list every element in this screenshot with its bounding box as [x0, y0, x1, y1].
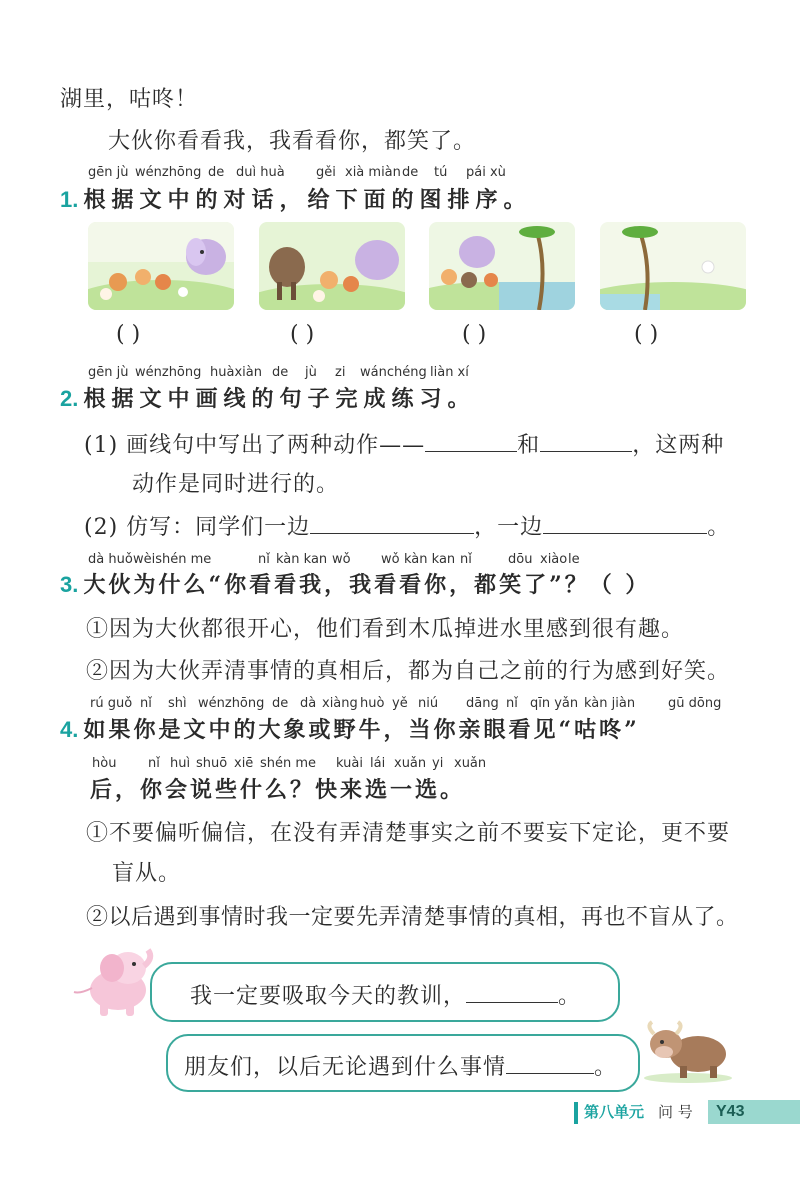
q4-pinyin-12: qīn yǎn: [530, 696, 579, 711]
q4-pinyin2-7: lái: [370, 756, 386, 771]
q2-pinyin-7: liàn xí: [430, 365, 469, 380]
q2-sub1-and: 和: [517, 433, 541, 458]
q1-pinyin-8: pái xù: [466, 165, 506, 180]
q2-sub2-end: 。: [707, 515, 731, 540]
q3-pinyin-9: xiào: [540, 552, 568, 567]
q2-sub2-text-b: ，一边: [474, 515, 544, 540]
bubble-2-end: 。: [594, 1055, 618, 1080]
q2-blank-imitate-1[interactable]: [310, 513, 474, 534]
q1-pinyin-4: gěi: [316, 165, 336, 180]
order-answer-4[interactable]: ( ): [634, 322, 659, 347]
bubble-1-line: [190, 979, 581, 1010]
q1-title: 根据文中的对话，给下面的图排序。: [83, 187, 532, 213]
q3-pinyin-8: dōu: [508, 552, 533, 567]
q2-pinyin-1: wénzhōng: [135, 365, 202, 380]
order-answer-3[interactable]: ( ): [462, 322, 487, 347]
question-4: [60, 713, 640, 744]
footer-lesson-title: 问 号: [658, 1103, 693, 1121]
q4-pinyin2-4: xiē: [234, 756, 254, 771]
q4-pinyin-11: nǐ: [506, 696, 518, 711]
q3-pinyin-1: wèishén me: [133, 552, 212, 567]
q4-pinyin-14: gū dōng: [668, 696, 722, 711]
bubble-2-blank[interactable]: [506, 1053, 594, 1074]
q4-pinyin2-1: nǐ: [148, 756, 160, 771]
q4-pinyin-8: yě: [392, 696, 408, 711]
elephant-illustration: [66, 944, 158, 1018]
story-line-2: 大伙你看看我，我看看你，都笑了。: [108, 129, 477, 154]
q3-pinyin-10: le: [568, 552, 580, 567]
q1-number: 1.: [60, 187, 79, 212]
buffalo-illustration: [640, 1018, 736, 1084]
footer-accent-bar: [574, 1102, 578, 1124]
order-answer-1[interactable]: ( ): [116, 322, 141, 347]
story-line-1: 湖里，咕咚！: [60, 87, 199, 112]
q4-pinyin2-5: shén me: [260, 756, 317, 771]
q4-pinyin-5: dà: [300, 696, 317, 711]
q4-pinyin-6: xiàng: [322, 696, 358, 711]
q3-pinyin-0: dà huǒ: [88, 552, 133, 567]
story-picture-1: [88, 222, 234, 310]
q4-option-1[interactable]: ①不要偏听偏信，在没有弄清楚事实之前不要妄下定论，更不要: [86, 821, 731, 846]
page-number: Y43: [708, 1100, 800, 1124]
q1-pinyin-2: de: [208, 165, 225, 180]
q3-pinyin-7: nǐ: [460, 552, 472, 567]
q4-pinyin2-6: kuài: [336, 756, 363, 771]
bubble-1-text: 我一定要吸取今天的教训，: [190, 984, 467, 1009]
q1-pinyin-1: wénzhōng: [135, 165, 202, 180]
q4-option-2[interactable]: ②以后遇到事情时我一定要先弄清楚事情的真相，再也不盲从了。: [86, 905, 739, 930]
q4-pinyin-10: dāng: [466, 696, 499, 711]
order-answer-2[interactable]: ( ): [290, 322, 315, 347]
story-picture-2: [259, 222, 405, 310]
q2-pinyin-3: de: [272, 365, 289, 380]
q3-pinyin-2: nǐ: [258, 552, 270, 567]
q3-number: 3.: [60, 572, 79, 597]
q2-sub1-text-b: ，这两种: [632, 433, 725, 458]
question-2: [60, 382, 475, 413]
q4-pinyin-2: shì: [168, 696, 187, 711]
q2-sub2: [84, 510, 730, 541]
q3-pinyin-4: wǒ: [332, 552, 351, 567]
bubble-1-blank[interactable]: [466, 982, 558, 1003]
q4-number: 4.: [60, 717, 79, 742]
q4-pinyin-0: rú guǒ: [90, 696, 133, 711]
q4-pinyin-9: niú: [418, 696, 439, 711]
q1-pinyin-6: de: [402, 165, 419, 180]
q3-title[interactable]: 大伙为什么“你看看我，我看看你，都笑了”？（ ）: [83, 572, 651, 598]
q4-title-line2: 后，你会说些什么？快来选一选。: [90, 777, 466, 803]
bubble-2-text: 朋友们，以后无论遇到什么事情: [184, 1055, 507, 1080]
speech-bubble-2: [166, 1034, 640, 1092]
q1-pinyin-3: duì huà: [236, 165, 285, 180]
q2-blank-action-2[interactable]: [540, 431, 632, 452]
q2-blank-imitate-2[interactable]: [543, 513, 707, 534]
q4-pinyin2-2: huì: [170, 756, 191, 771]
q4-pinyin-3: wénzhōng: [198, 696, 265, 711]
q4-pinyin2-10: xuǎn: [454, 756, 487, 771]
q2-pinyin-2: huàxiàn: [210, 365, 262, 380]
q4-pinyin2-9: yi: [432, 756, 444, 771]
q3-pinyin-3: kàn kan: [276, 552, 328, 567]
q3-pinyin-6: kàn kan: [404, 552, 456, 567]
q2-blank-action-1[interactable]: [425, 431, 517, 452]
q4-pinyin2-3: shuō: [196, 756, 228, 771]
q2-sub1-continued: 动作是同时进行的。: [132, 472, 340, 497]
story-picture-4: [600, 222, 746, 310]
q4-pinyin-13: kàn jiàn: [584, 696, 636, 711]
q4-pinyin2-0: hòu: [92, 756, 117, 771]
q4-pinyin-4: de: [272, 696, 289, 711]
q1-pinyin-7: tú: [434, 165, 448, 180]
footer-unit-label: 第八单元: [584, 1103, 645, 1121]
q1-pinyin-0: gēn jù: [88, 165, 129, 180]
q3-option-1[interactable]: ①因为大伙都很开心，他们看到木瓜掉进水里感到很有趣。: [86, 617, 685, 642]
q2-sub1-text-a: (1) 画线句中写出了两种动作——: [84, 433, 426, 458]
q2-pinyin-6: wánchéng: [360, 365, 427, 380]
q2-pinyin-0: gēn jù: [88, 365, 129, 380]
q2-sub2-text-a: (2) 仿写：同学们一边: [84, 515, 311, 540]
q2-number: 2.: [60, 386, 79, 411]
q4-option-1-continued: 盲从。: [112, 861, 182, 886]
speech-bubble-1: [150, 962, 620, 1022]
q4-pinyin-7: huò: [360, 696, 385, 711]
q2-sub1: [84, 428, 724, 459]
q4-pinyin2-8: xuǎn: [394, 756, 427, 771]
q3-option-2[interactable]: ②因为大伙弄清事情的真相后，都为自己之前的行为感到好笑。: [86, 659, 731, 684]
q2-title: 根据文中画线的句子完成练习。: [83, 386, 476, 412]
q4-title-line1: 如果你是文中的大象或野牛，当你亲眼看见“咕咚”: [83, 717, 640, 743]
story-picture-3: [429, 222, 575, 310]
q2-pinyin-4: jù: [305, 365, 317, 380]
question-3: [60, 568, 650, 599]
bubble-1-end: 。: [558, 984, 582, 1009]
q2-pinyin-5: zi: [335, 365, 346, 380]
q1-pinyin-5: xià miàn: [345, 165, 401, 180]
bubble-2-line: [184, 1050, 617, 1081]
question-1: [60, 183, 531, 214]
q3-pinyin-5: wǒ: [381, 552, 400, 567]
q4-pinyin-1: nǐ: [140, 696, 152, 711]
